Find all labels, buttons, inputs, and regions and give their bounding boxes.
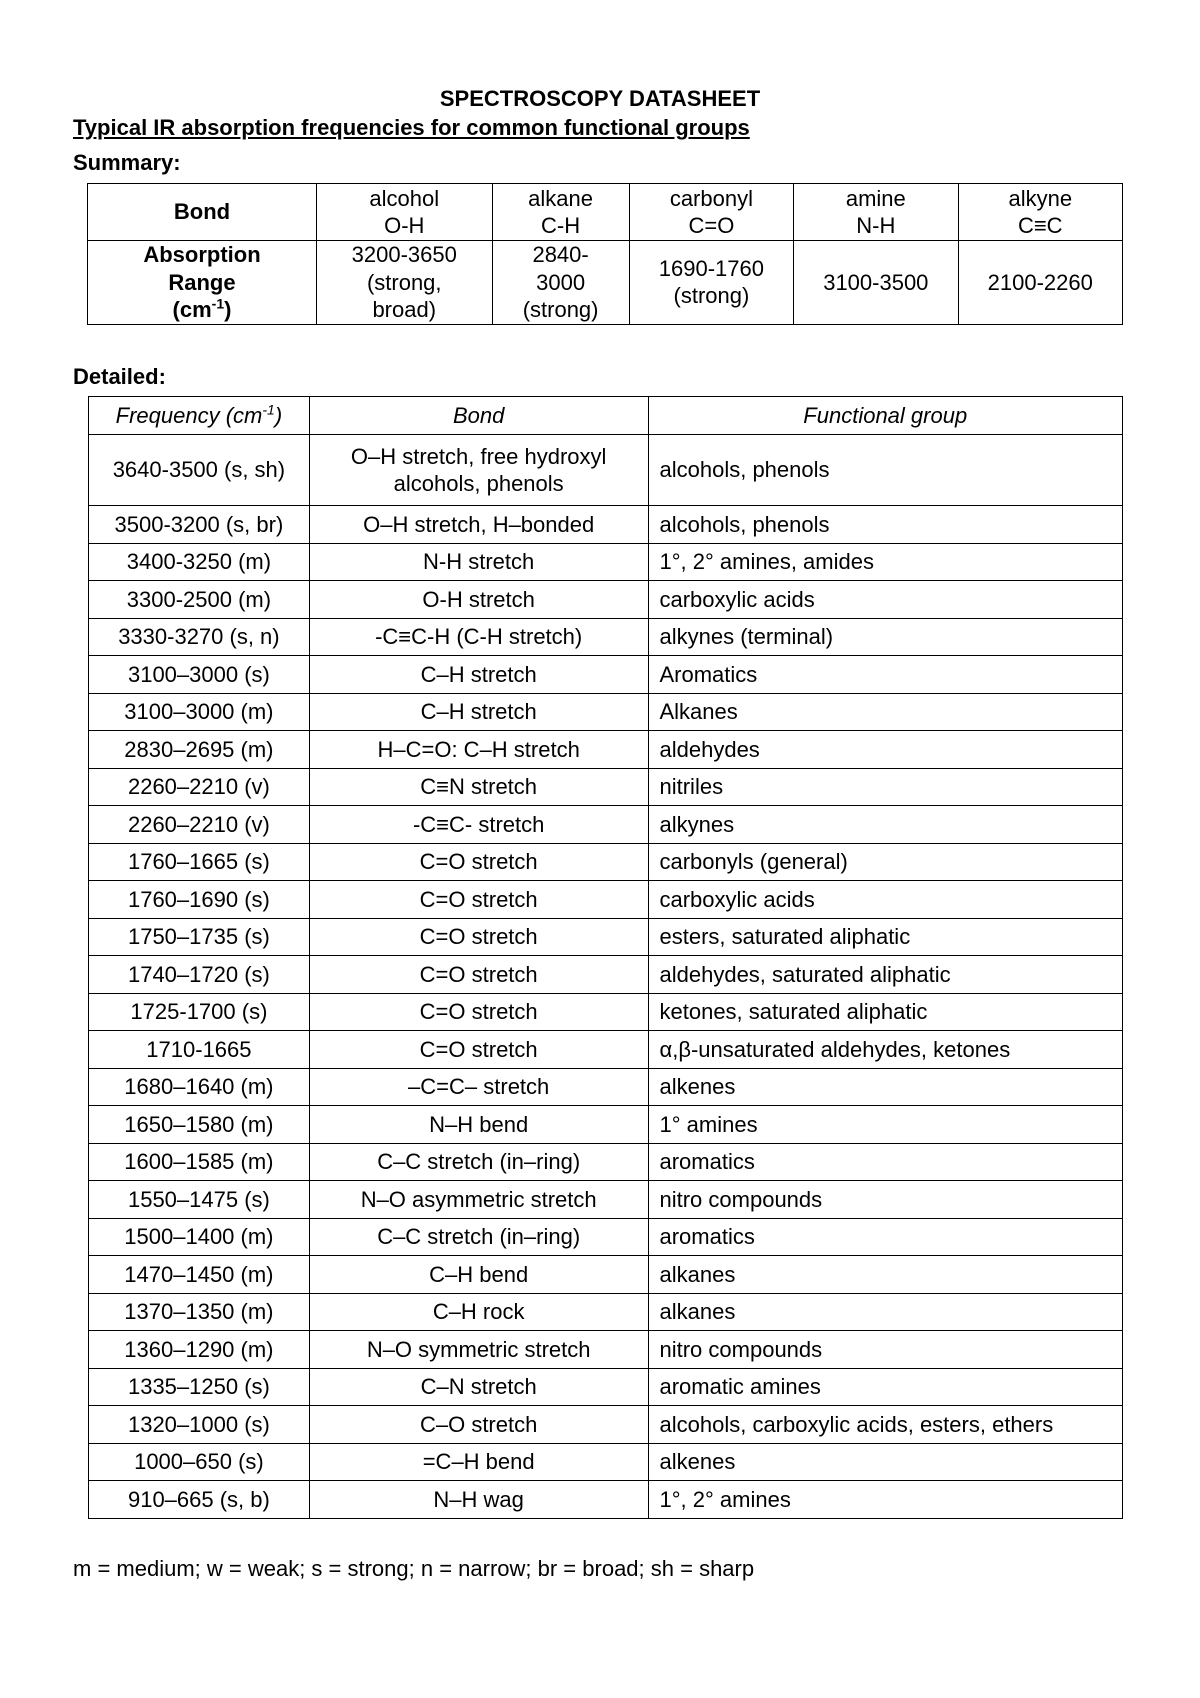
summary-bond-header: Bond <box>88 184 317 241</box>
table-row <box>89 1143 1123 1181</box>
bond-cell: C=O stretch <box>309 881 648 919</box>
summary-table <box>87 183 1123 325</box>
frequency-cell: 3640-3500 (s, sh) <box>89 435 310 506</box>
table-row <box>89 618 1123 656</box>
bond-cell: C=O stretch <box>309 918 648 956</box>
table-row <box>89 1031 1123 1069</box>
table-row <box>89 1181 1123 1219</box>
functional-group-cell: alkanes <box>648 1293 1123 1331</box>
table-row <box>89 543 1123 581</box>
frequency-cell: 1650–1580 (m) <box>89 1106 310 1144</box>
functional-group-cell: nitro compounds <box>648 1181 1123 1219</box>
table-row <box>89 435 1123 506</box>
bond-cell: C–H stretch <box>309 693 648 731</box>
frequency-header: Frequency $(cm^{-1})$ <box>89 397 310 435</box>
functional-group-cell: aldehydes <box>648 731 1123 769</box>
table-row <box>89 693 1123 731</box>
bond-cell: N–O asymmetric stretch <box>309 1181 648 1219</box>
page-title: SPECTROSCOPY DATASHEET <box>439 86 761 111</box>
group-header: Functional group <box>648 397 1123 435</box>
bond-cell: N–O symmetric stretch <box>309 1331 648 1369</box>
functional-group-cell: α,β-unsaturated aldehydes, ketones <box>648 1031 1123 1069</box>
summary-range-header: Absorption Range $(cm^{-1})$ <box>88 241 317 325</box>
frequency-cell: 2260–2210 (v) <box>89 806 310 844</box>
bond-cell: H–C=O: C–H stretch <box>309 731 648 769</box>
detailed-header-row <box>89 397 1123 435</box>
bond-cell: O-H stretch <box>309 581 648 619</box>
bond-cell: C=O stretch <box>309 993 648 1031</box>
detailed-table <box>88 396 1123 1519</box>
frequency-cell: 1370–1350 (m) <box>89 1293 310 1331</box>
bond-cell: -C≡C-H (C-H stretch) <box>309 618 648 656</box>
summary-cell: 3200-3650 (strong, broad) <box>316 241 492 325</box>
frequency-cell: 1000–650 (s) <box>89 1443 310 1481</box>
frequency-cell: 1335–1250 (s) <box>89 1368 310 1406</box>
bond-cell: C–N stretch <box>309 1368 648 1406</box>
functional-group-cell: Aromatics <box>648 656 1123 694</box>
summary-cell: 2840- 3000 (strong) <box>492 241 629 325</box>
table-row <box>89 918 1123 956</box>
frequency-cell: 2830–2695 (m) <box>89 731 310 769</box>
summary-range-row <box>88 241 1123 325</box>
functional-group-cell: carboxylic acids <box>648 581 1123 619</box>
functional-group-cell: aldehydes, saturated aliphatic <box>648 956 1123 994</box>
bond-cell: N-H stretch <box>309 543 648 581</box>
functional-group-cell: alkenes <box>648 1443 1123 1481</box>
bond-cell: =C–H bend <box>309 1443 648 1481</box>
frequency-cell: 1550–1475 (s) <box>89 1181 310 1219</box>
bond-cell: -C≡C- stretch <box>309 806 648 844</box>
table-row <box>89 843 1123 881</box>
bond-cell: C–H rock <box>309 1293 648 1331</box>
bond-cell: C–H stretch <box>309 656 648 694</box>
functional-group-cell: 1°, 2° amines <box>648 1481 1123 1519</box>
functional-group-cell: alkynes (terminal) <box>648 618 1123 656</box>
frequency-cell: 1750–1735 (s) <box>89 918 310 956</box>
summary-cell: 2100-2260 <box>958 241 1122 325</box>
page-subtitle: Typical IR absorption frequencies for common functional groups <box>73 115 750 140</box>
table-row <box>89 731 1123 769</box>
frequency-cell: 2260–2210 (v) <box>89 768 310 806</box>
bond-header: Bond <box>309 397 648 435</box>
functional-group-cell: 1° amines <box>648 1106 1123 1144</box>
functional-group-cell: aromatics <box>648 1218 1123 1256</box>
table-row <box>89 1068 1123 1106</box>
summary-cell: 3100-3500 <box>794 241 958 325</box>
summary-cell: 1690-1760 (strong) <box>629 241 793 325</box>
bond-cell: –C=C– stretch <box>309 1068 648 1106</box>
table-row <box>89 1368 1123 1406</box>
functional-group-cell: alcohols, phenols <box>648 506 1123 544</box>
bond-cell: C=O stretch <box>309 843 648 881</box>
table-row <box>89 1443 1123 1481</box>
abbreviation-footnote: m = medium; w = weak; s = strong; n = narrow; br = broad; sh = sharp <box>73 1556 755 1581</box>
frequency-cell: 1710-1665 <box>89 1031 310 1069</box>
frequency-cell: 3400-3250 (m) <box>89 543 310 581</box>
functional-group-cell: alcohols, carboxylic acids, esters, ethers <box>648 1406 1123 1444</box>
bond-cell: N–H wag <box>309 1481 648 1519</box>
frequency-cell: 910–665 (s, b) <box>89 1481 310 1519</box>
frequency-cell: 1740–1720 (s) <box>89 956 310 994</box>
bond-cell: C≡N stretch <box>309 768 648 806</box>
functional-group-cell: nitro compounds <box>648 1331 1123 1369</box>
table-row <box>89 806 1123 844</box>
bond-cell: C–O stretch <box>309 1406 648 1444</box>
frequency-cell: 1600–1585 (m) <box>89 1143 310 1181</box>
frequency-cell: 1725-1700 (s) <box>89 993 310 1031</box>
table-row <box>89 1293 1123 1331</box>
functional-group-cell: carboxylic acids <box>648 881 1123 919</box>
functional-group-cell: nitriles <box>648 768 1123 806</box>
table-row <box>89 993 1123 1031</box>
table-row <box>89 656 1123 694</box>
bond-cell: C–C stretch (in–ring) <box>309 1218 648 1256</box>
frequency-cell: 3100–3000 (s) <box>89 656 310 694</box>
frequency-cell: 1760–1665 (s) <box>89 843 310 881</box>
summary-cell: alcohol O-H <box>316 184 492 241</box>
summary-cell: alkyne C≡C <box>958 184 1122 241</box>
frequency-cell: 1500–1400 (m) <box>89 1218 310 1256</box>
bond-cell: O–H stretch, free hydroxyl alcohols, phenols <box>309 435 648 506</box>
summary-cell: amine N-H <box>794 184 958 241</box>
frequency-cell: 3300-2500 (m) <box>89 581 310 619</box>
table-row <box>89 881 1123 919</box>
table-row <box>89 1481 1123 1519</box>
detailed-label: Detailed: <box>73 364 166 389</box>
functional-group-cell: Alkanes <box>648 693 1123 731</box>
table-row <box>89 1256 1123 1294</box>
table-row <box>89 1331 1123 1369</box>
functional-group-cell: ketones, saturated aliphatic <box>648 993 1123 1031</box>
frequency-cell: 1760–1690 (s) <box>89 881 310 919</box>
table-row <box>89 506 1123 544</box>
table-row <box>89 1106 1123 1144</box>
table-row <box>89 1406 1123 1444</box>
table-row <box>89 581 1123 619</box>
frequency-cell: 3500-3200 (s, br) <box>89 506 310 544</box>
table-row <box>89 1218 1123 1256</box>
summary-bond-row <box>88 184 1123 241</box>
functional-group-cell: 1°, 2° amines, amides <box>648 543 1123 581</box>
functional-group-cell: alkenes <box>648 1068 1123 1106</box>
functional-group-cell: aromatic amines <box>648 1368 1123 1406</box>
functional-group-cell: aromatics <box>648 1143 1123 1181</box>
summary-cell: carbonyl C=O <box>629 184 793 241</box>
bond-cell: C–C stretch (in–ring) <box>309 1143 648 1181</box>
frequency-cell: 1680–1640 (m) <box>89 1068 310 1106</box>
functional-group-cell: esters, saturated aliphatic <box>648 918 1123 956</box>
functional-group-cell: carbonyls (general) <box>648 843 1123 881</box>
bond-cell: C=O stretch <box>309 1031 648 1069</box>
table-row <box>89 956 1123 994</box>
functional-group-cell: alkanes <box>648 1256 1123 1294</box>
functional-group-cell: alcohols, phenols <box>648 435 1123 506</box>
bond-cell: C–H bend <box>309 1256 648 1294</box>
frequency-cell: 3330-3270 (s, n) <box>89 618 310 656</box>
table-row <box>89 768 1123 806</box>
summary-cell: alkane C-H <box>492 184 629 241</box>
bond-cell: C=O stretch <box>309 956 648 994</box>
frequency-cell: 1360–1290 (m) <box>89 1331 310 1369</box>
functional-group-cell: alkynes <box>648 806 1123 844</box>
bond-cell: N–H bend <box>309 1106 648 1144</box>
frequency-cell: 3100–3000 (m) <box>89 693 310 731</box>
bond-cell: O–H stretch, H–bonded <box>309 506 648 544</box>
frequency-cell: 1470–1450 (m) <box>89 1256 310 1294</box>
summary-label: Summary: <box>73 150 181 175</box>
frequency-cell: 1320–1000 (s) <box>89 1406 310 1444</box>
